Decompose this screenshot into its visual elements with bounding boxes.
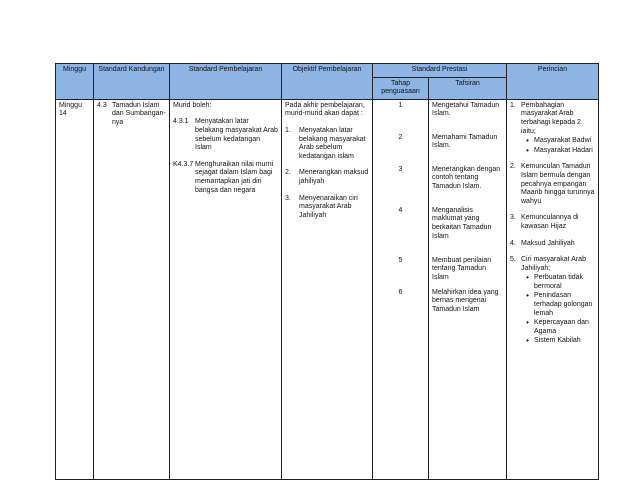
cell-standard-pembelajaran <box>170 99 282 479</box>
bullet-icon: • <box>526 318 529 328</box>
tafsiran-text: Melahirkan idea yang bernas mengenai Tamadun Islam <box>432 288 499 313</box>
header-standard-prestasi: Standard Prestasi <box>373 64 507 78</box>
perincian-sublist <box>521 274 595 346</box>
objektif-text: Menerangkan maksud jahiliyah <box>299 169 369 185</box>
sp-item-number: K4.3.7 <box>173 160 194 168</box>
tahap-value: 4 <box>398 206 403 214</box>
tahap-value: 5 <box>398 256 403 264</box>
perincian-number: 2. <box>510 163 516 171</box>
list-item <box>510 214 595 231</box>
tafsiran-text: Mengetahui Tamadun Islam. <box>432 101 500 118</box>
perincian-sublist <box>521 137 595 155</box>
header-tafsiran: Tafsiran <box>429 77 507 99</box>
perincian-text: Kemunculan Tamadun Islam bermula dengan pecahnya empangan Maarib hingga turunnya wahyu <box>521 163 595 205</box>
bullet-icon: • <box>526 273 529 283</box>
list-item <box>285 127 369 161</box>
tafsiran-list <box>432 102 503 324</box>
list-item <box>521 337 595 346</box>
cell-objektif-pembelajaran <box>282 99 373 479</box>
bullet-icon: • <box>526 136 529 146</box>
list-item <box>285 169 369 186</box>
cell-minggu <box>56 99 94 479</box>
tahap-value: 6 <box>398 288 403 296</box>
cell-tafsiran <box>429 99 507 479</box>
perincian-number: 1. <box>510 101 516 109</box>
sp-intro: Murid boleh: <box>173 101 212 109</box>
tafsiran-text: Memahami Tamadun Islam. <box>432 133 498 150</box>
perincian-text: Maksud Jahiliyah <box>521 239 575 247</box>
list-item <box>285 195 369 221</box>
objektif-intro: Pada akhir pembelajaran, murid-murid akan dapat : <box>285 101 365 118</box>
objektif-number: 2. <box>285 169 291 177</box>
sub-item-text: Masyarakat Hadari <box>534 146 593 154</box>
perincian-number: 3. <box>510 214 516 222</box>
list-item <box>521 147 595 156</box>
sp-item-number: 4.3.1 <box>173 118 189 126</box>
objektif-number: 1. <box>285 126 291 134</box>
sub-item-text: Masyarakat Badwi <box>534 137 592 145</box>
perincian-list <box>510 102 595 346</box>
perincian-text: Pembahagian masyarakat Arab terbahagi kepada 2 iaitu; <box>521 101 581 135</box>
sub-item-text: Kepercayaan dan Agama <box>534 319 589 335</box>
bullet-icon: • <box>526 336 529 346</box>
sk-number: 4.3 <box>97 101 107 109</box>
bullet-icon: • <box>526 291 529 301</box>
minggu-text: Minggu 14 <box>59 101 82 118</box>
table-header <box>56 64 599 100</box>
list-item <box>521 137 595 146</box>
sub-item-text: Sistem Kabilah <box>534 337 581 345</box>
header-minggu: Minggu <box>56 64 94 100</box>
sub-item-text: Penindasan terhadap golongan lemah <box>534 292 593 317</box>
lesson-plan-table <box>55 63 599 480</box>
sp-item <box>173 118 278 152</box>
tahap-list <box>376 102 425 324</box>
sp-item-text: Menghuraikan nilai murni sejagat dalam Islam bagi memantapkan jati diri bangsa dan negara <box>195 160 274 194</box>
header-row <box>56 64 599 78</box>
objektif-number: 3. <box>285 194 291 202</box>
perincian-text: Ciri masyarakat Arab Jahiliyah; <box>521 256 586 272</box>
objektif-list <box>285 127 369 220</box>
list-item <box>521 274 595 291</box>
header-standard-pembelajaran: Standard Pembelajaran <box>170 64 282 100</box>
header-standard-kandungan: Standard Kandungan <box>94 64 170 100</box>
header-objektif-pembelajaran: Objektif Pembelajaran <box>282 64 373 100</box>
cell-tahap-penguasaan <box>373 99 429 479</box>
list-item <box>521 319 595 336</box>
header-tahap-penguasaan: Tahap penguasaan <box>373 77 429 99</box>
list-item <box>510 102 595 156</box>
objektif-text: Menyenaraikan ciri masyarakat Arab Jahiliyah <box>299 194 358 219</box>
header-perincian: Perincian <box>507 64 599 100</box>
sp-item-text: Menyatakan latar belakang masyarakat Arab sebelum kedatangan Islam <box>195 118 278 152</box>
list-item <box>510 240 595 249</box>
tafsiran-text: Menerangkan dengan contoh tentang Tamadun Islam. <box>432 165 501 190</box>
tafsiran-text: Membuat penilaian tentang Tamadun Islam <box>432 256 492 281</box>
table-row <box>56 99 599 479</box>
cell-perincian <box>507 99 599 479</box>
perincian-text: Kemunculannya di kawasan Hijaz <box>521 214 579 230</box>
perincian-number: 4. <box>510 239 516 247</box>
list-item <box>510 256 595 346</box>
tafsiran-text: Menganalisis maklumat yang berkaitan Tamadun Islam <box>432 206 492 240</box>
bullet-icon: • <box>526 145 529 155</box>
list-item <box>510 163 595 206</box>
sk-text: Tamadun Islam dan Sumbangan-nya <box>112 101 166 126</box>
tahap-value: 1 <box>398 101 403 109</box>
cell-standard-kandungan <box>94 99 170 479</box>
standard-kandungan-item <box>97 102 166 128</box>
tahap-value: 2 <box>398 133 403 141</box>
tahap-value: 3 <box>398 165 403 173</box>
sp-item <box>173 161 278 195</box>
perincian-number: 5. <box>510 256 516 264</box>
list-item <box>521 292 595 318</box>
objektif-text: Menyatakan latar belakang masyarakat Arab sebelum kedatangan islam <box>299 126 366 160</box>
sub-item-text: Perbuatan tidak bermoral <box>534 274 584 290</box>
